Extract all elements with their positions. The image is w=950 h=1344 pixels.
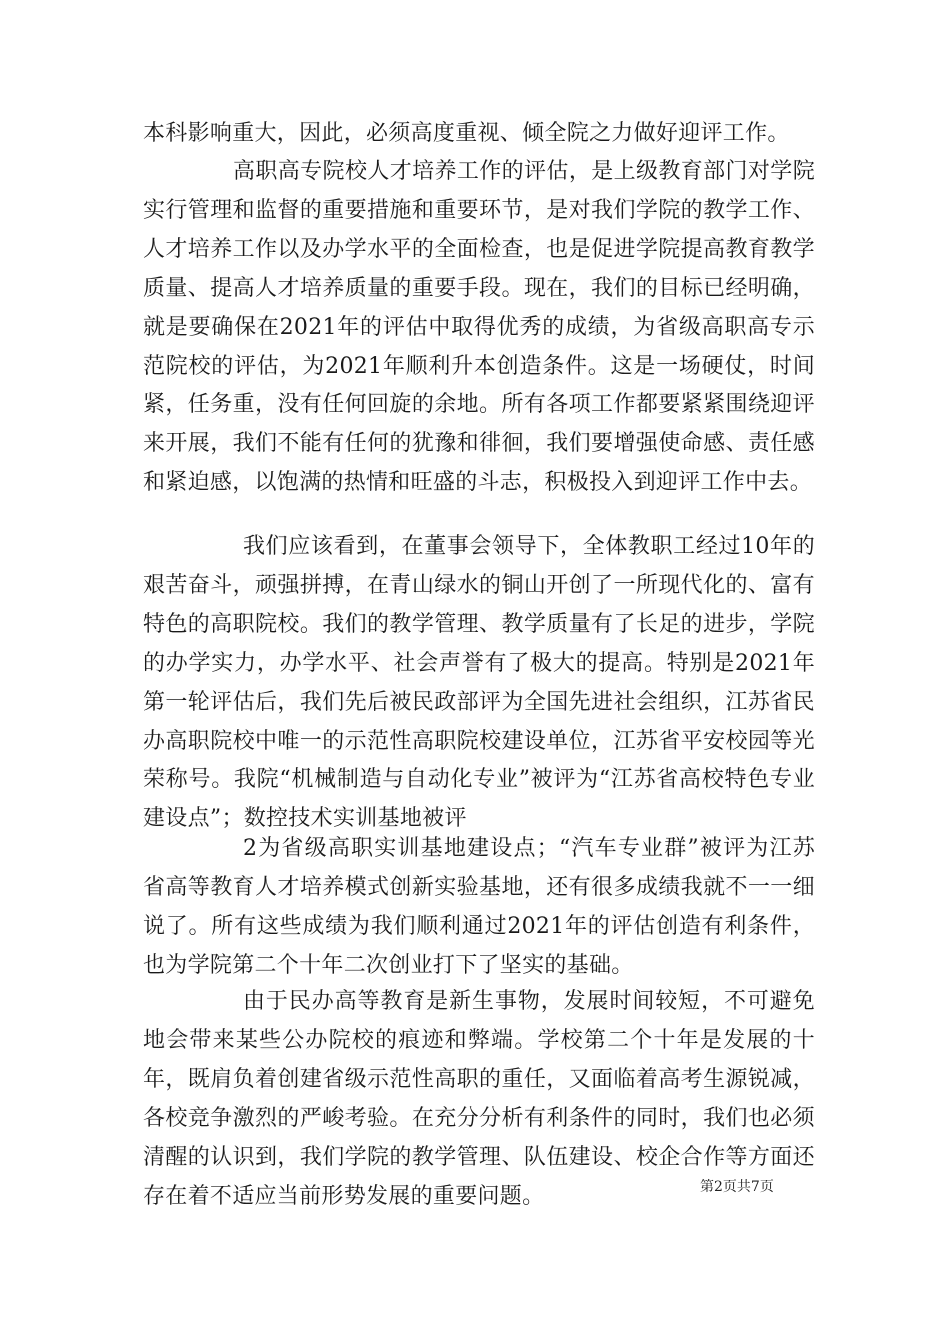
paragraph-challenges: 由于民办高等教育是新生事物，发展时间较短，不可避免地会带来某些公办院校的痕迹和弊端。学校第二个十年是发展的十年，既肩负着创建省级示范性高职的重任，又面临着高考生源锐减，各校竞争激烈的严峻考验。在充分分析有利条件的同时，我们也必须清醒的认识到，我们学院的教学管理、队伍建设、校企合作等方面还存在着不适应当前形势发展的重要问题。 — [143, 989, 815, 1209]
paragraph-evaluation-goals: 高职高专院校人才培养工作的评估，是上级教育部门对学院实行管理和监督的重要措施和重要环节，是对我们学院的教学工作、人才培养工作以及办学水平的全面检查，也是促进学院提高教育教学质量、提高人才培养质量的重要手段。现在，我们的目标已经明确，就是要确保在2021年的评估中取得优秀的成绩，为省级高职高专示范院校的评估，为2021年顺利升本创造条件。这是一场硬仗，时间紧，任务重，没有任何回旋的余地。所有各项工作都要紧紧围绕迎评来开展，我们不能有任何的犹豫和徘徊，我们要增强使命感、责任感和紧迫感，以饱满的热情和旺盛的斗志，积极投入到迎评工作中去。 — [143, 159, 815, 496]
page-number-footer: 第2页共7页 — [700, 1179, 774, 1195]
paragraph-achievements: 我们应该看到，在董事会领导下，全体教职工经过10年的艰苦奋斗，顽强拼搏，在青山绿水的铜山开创了一所现代化的、富有特色的高职院校。我们的教学管理、教学质量有了长足的进步，学院的办学实力，办学水平、社会声誉有了极大的提高。特别是2021年第一轮评估后，我们先后被民政部评为全国先进社会组织，江苏省民办高职院校中唯一的示范性高职院校建设单位，江苏省平安校园等光荣称号。我院“机械制造与自动化专业”被评为“江苏省高校特色专业建设点”；数控技术实训基地被评 — [143, 534, 815, 832]
paragraph-continuation: 本科影响重大，因此，必须高度重视、倾全院之力做好迎评工作。 — [143, 121, 790, 146]
paragraph-achievements-continued: 2为省级高职实训基地建设点；“汽车专业群”被评为江苏省高等教育人才培养模式创新实验基地，还有很多成绩我就不一一细说了。所有这些成绩为我们顺利通过2021年的评估创造有利条件，也为学院第二个十年二次创业打下了坚实的基础。 — [143, 836, 815, 978]
